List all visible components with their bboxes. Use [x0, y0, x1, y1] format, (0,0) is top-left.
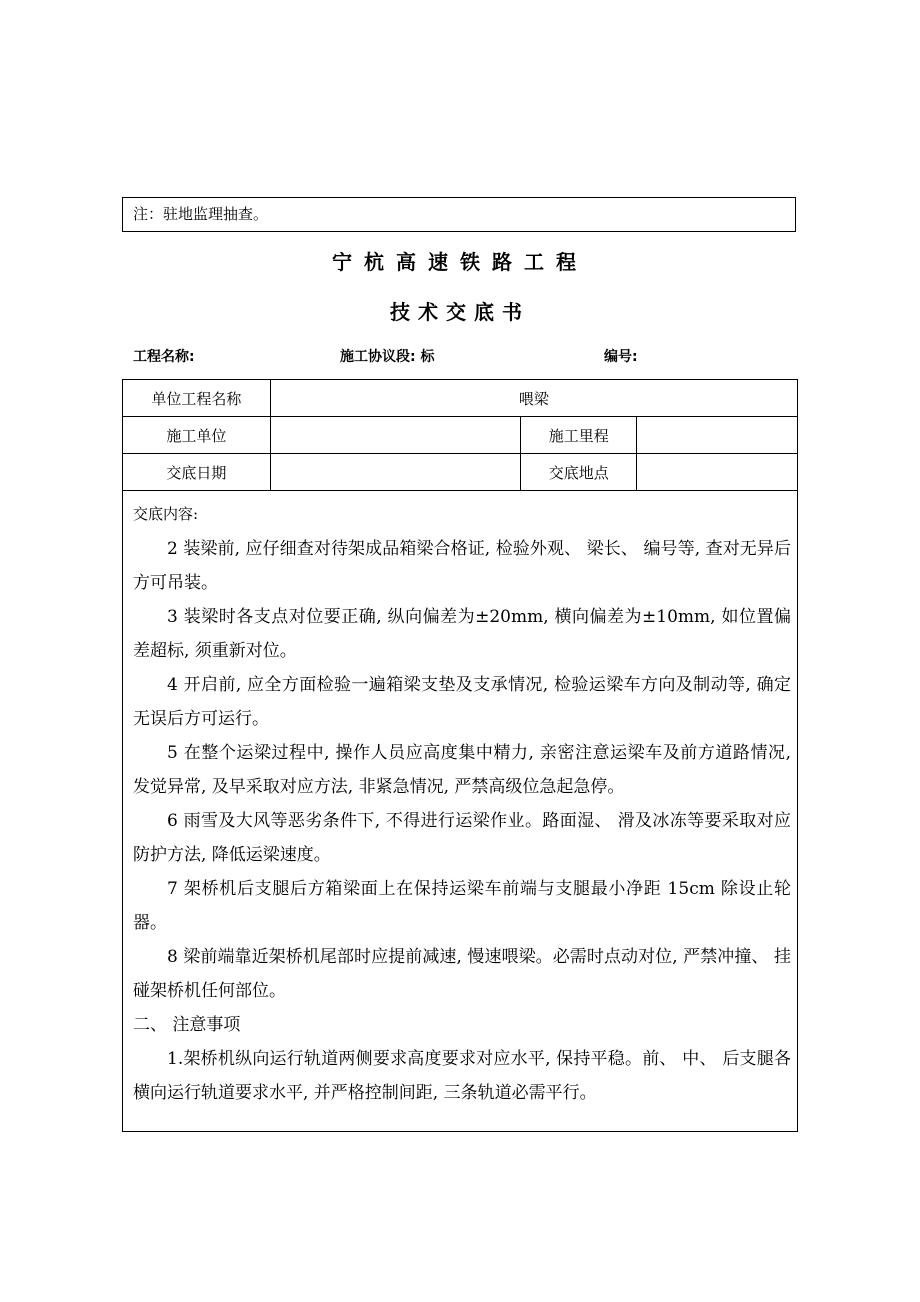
table-row [123, 417, 798, 454]
document-title: 宁杭高速铁路工程 [332, 250, 588, 274]
unit-project-value: 喂梁 [270, 380, 797, 417]
content-box [122, 489, 798, 1132]
unit-project-label: 单位工程名称 [123, 380, 271, 417]
paragraph: 2 装梁前, 应仔细查对待架成品箱梁合格证, 检验外观、 梁长、 编号等, 查对无异后方可吊装。 [133, 539, 791, 593]
note-text: 注：驻地监理抽查。 [133, 205, 269, 223]
note-box [122, 197, 796, 232]
number-label: 编号: [604, 349, 638, 365]
mileage-label: 施工里程 [521, 417, 637, 454]
paragraph: 5 在整个运梁过程中, 操作人员应高度集中精力, 亲密注意运梁车及前方道路情况, 发觉异常, 及早采取对应方法, 非紧急情况, 严禁高级位急起急停。 [133, 743, 791, 797]
paragraph: 7 架桥机后支腿后方箱梁面上在保持运梁车前端与支腿最小净距 15cm 除设止轮器。 [133, 879, 791, 933]
table-row [123, 454, 798, 491]
paragraph: 6 雨雪及大风等恶劣条件下, 不得进行运梁作业。路面湿、 滑及冰冻等要采取对应防护方法, 降低运梁速度。 [133, 811, 791, 865]
document-subtitle: 技术交底书 [390, 300, 530, 324]
section2-heading: 二、 注意事项 [133, 1015, 241, 1035]
construction-unit-label: 施工单位 [123, 417, 271, 454]
section-label: 施工协议段: 标 [340, 349, 435, 365]
location-label: 交底地点 [521, 454, 637, 491]
paragraph: 8 梁前端靠近架桥机尾部时应提前减速, 慢速喂梁。必需时点动对位, 严禁冲撞、 挂碰架桥机任何部位。 [133, 947, 791, 1001]
paragraph: 4 开启前, 应全方面检验一遍箱梁支垫及支承情况, 检验运梁车方向及制动等, 确定无误后方可运行。 [133, 675, 791, 729]
content-heading: 交底内容: [133, 505, 199, 523]
mileage-value [637, 417, 798, 454]
project-name-label: 工程名称: [133, 349, 195, 365]
construction-unit-value [270, 417, 521, 454]
date-label: 交底日期 [123, 454, 271, 491]
info-table [122, 379, 798, 491]
location-value [637, 454, 798, 491]
table-row [123, 380, 798, 417]
paragraph: 3 装梁时各支点对位要正确, 纵向偏差为±20mm, 横向偏差为±10mm, 如位置偏差超标, 须重新对位。 [133, 607, 791, 661]
paragraph: 1.架桥机纵向运行轨道两侧要求高度要求对应水平, 保持平稳。前、 中、 后支腿各横向运行轨道要求水平, 并严格控制间距, 三条轨道必需平行。 [133, 1049, 791, 1103]
date-value [270, 454, 521, 491]
content-paragraphs [133, 532, 791, 1110]
